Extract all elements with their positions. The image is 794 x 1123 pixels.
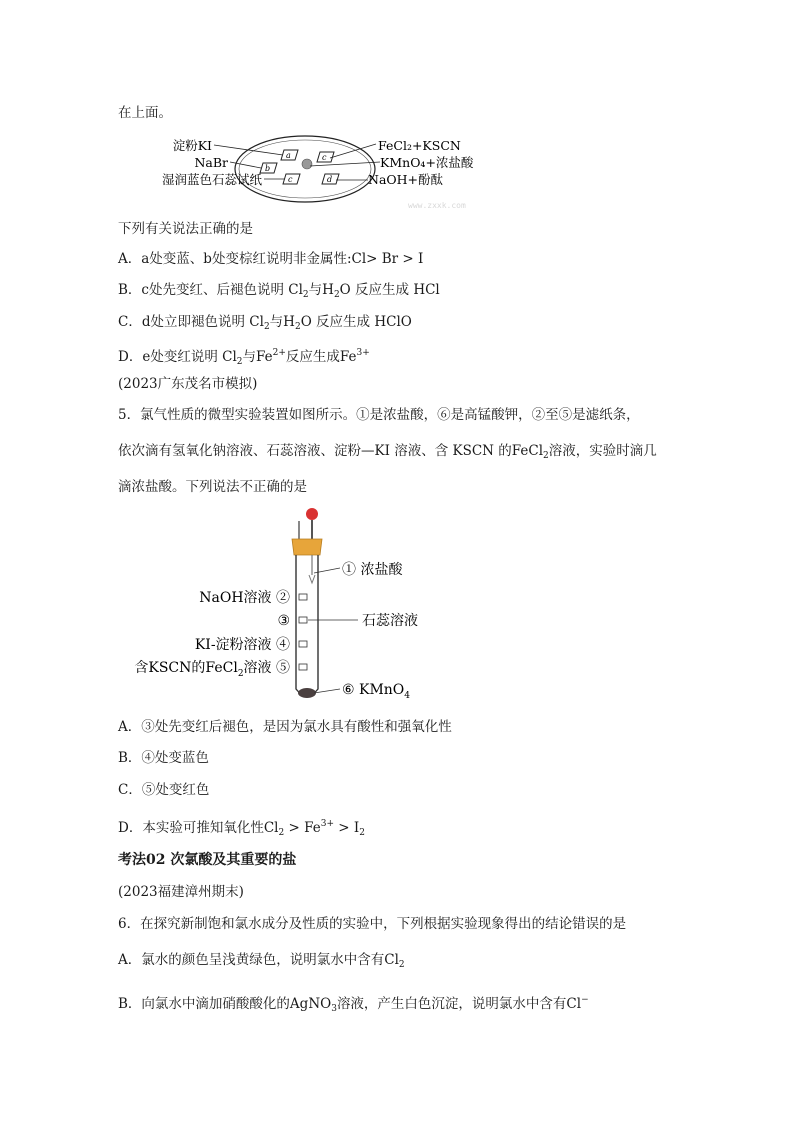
svg-text:a: a [286,151,291,160]
q6-option-a: A．氯水的颜色呈浅黄绿色，说明氯水中含有$Cl_2$ [118,952,405,970]
svg-text:b: b [265,164,271,173]
section-title: 考法02 次氯酸及其重要的盐 [118,852,297,868]
q5-option-d: D．本实验可推知氧化性$Cl_2 > Fe^{3+} > I_2$ [118,819,365,838]
center-crystal [302,159,312,169]
intro-text: 在上面。 [118,105,172,121]
label-kmno4-hcl: KMnO₄+浓盐酸 [380,155,474,170]
test-tube-figure [118,503,448,708]
q5-option-a: A．③处先变红后褪色，是因为氯水具有酸性和强氧化性 [118,719,452,735]
label-kmno4: ⑥ KMnO$_4$ [342,682,411,701]
strip-5 [299,664,307,670]
q6-option-b: B．向氯水中滴加硝酸酸化的AgNO$_3$溶液，产生白色沉淀，说明氯水中含有Cl− [118,995,589,1014]
svg-text:d: d [327,175,333,184]
spot-a [281,150,298,160]
label-starch-ki: 淀粉KI [172,138,212,153]
q4-stem: 下列有关说法正确的是 [118,221,253,237]
svg-text:c: c [322,153,327,162]
label-nabr: NaBr [194,155,228,170]
q4-option-d: D．e处变红说明 $Cl_2$与$Fe^{2+}$反应生成$Fe^{3+}$ [118,348,370,367]
label-fecl2-kscn: FeCl₂+KSCN [378,138,461,153]
q4-option-c: C．d处立即褪色说明 $Cl_2$与$H_2O$ 反应生成 HClO [118,314,412,332]
q6-stem: 6．在探究新制饱和氯水成分及性质的实验中，下列根据实验现象得出的结论错误的是 [118,916,627,932]
q5-stem-line3: 滴浓盐酸。下列说法不正确的是 [118,479,307,495]
q5-stem-line2: 依次滴有氢氧化钠溶液、石蕊溶液、淀粉—KI 溶液、含 KSCN 的FeCl$_2$溶液，实验时滴几 [118,443,657,461]
q5-option-c: C．⑤处变红色 [118,782,210,798]
label-fecl2: 含KSCN的FeCl$_2$溶液 ⑤ [134,660,290,679]
strip-3 [299,617,307,623]
spot-c-upper [317,152,334,162]
rubber-stopper [292,539,322,555]
label-conc-hcl: ① 浓盐酸 [342,562,403,578]
strip-4 [299,641,307,647]
label-naoh: NaOH溶液 ② [199,590,290,606]
dropper-bulb [306,508,318,520]
q6-source: (2023福建漳州期末) [118,884,244,900]
q4-option-a: A．a处变蓝、b处变棕红说明非金属性:Cl> Br > I [118,251,424,267]
svg-text:c: c [288,175,293,184]
spot-b [260,163,277,173]
q5-option-b: B．④处变蓝色 [118,750,209,766]
label-num-3: ③ [277,613,290,629]
spot-d [322,174,339,184]
petri-dish-figure [118,130,478,210]
strip-2 [299,594,307,600]
q4-option-b: B．c处先变红、后褪色说明 $Cl_2$与$H_2O$ 反应生成 HCl [118,282,440,300]
spot-c-lower [283,174,300,184]
label-litmus: 石蕊溶液 [362,613,418,629]
label-naoh-phenolphthalein: NaOH+酚酞 [368,172,444,187]
watermark: www.zxxk.com [408,201,466,210]
label-ki-starch: KI-淀粉溶液 ④ [194,637,290,653]
q5-source: (2023广东茂名市模拟) [118,376,258,392]
petri-dish [235,136,375,202]
kmno4-solid [298,688,316,698]
q5-stem-line1: 5．氯气性质的微型实验装置如图所示。①是浓盐酸，⑥是高锰酸钾，②至⑤是滤纸条， [118,407,640,423]
label-litmus-paper: 湿润蓝色石蕊试纸 [161,172,262,187]
